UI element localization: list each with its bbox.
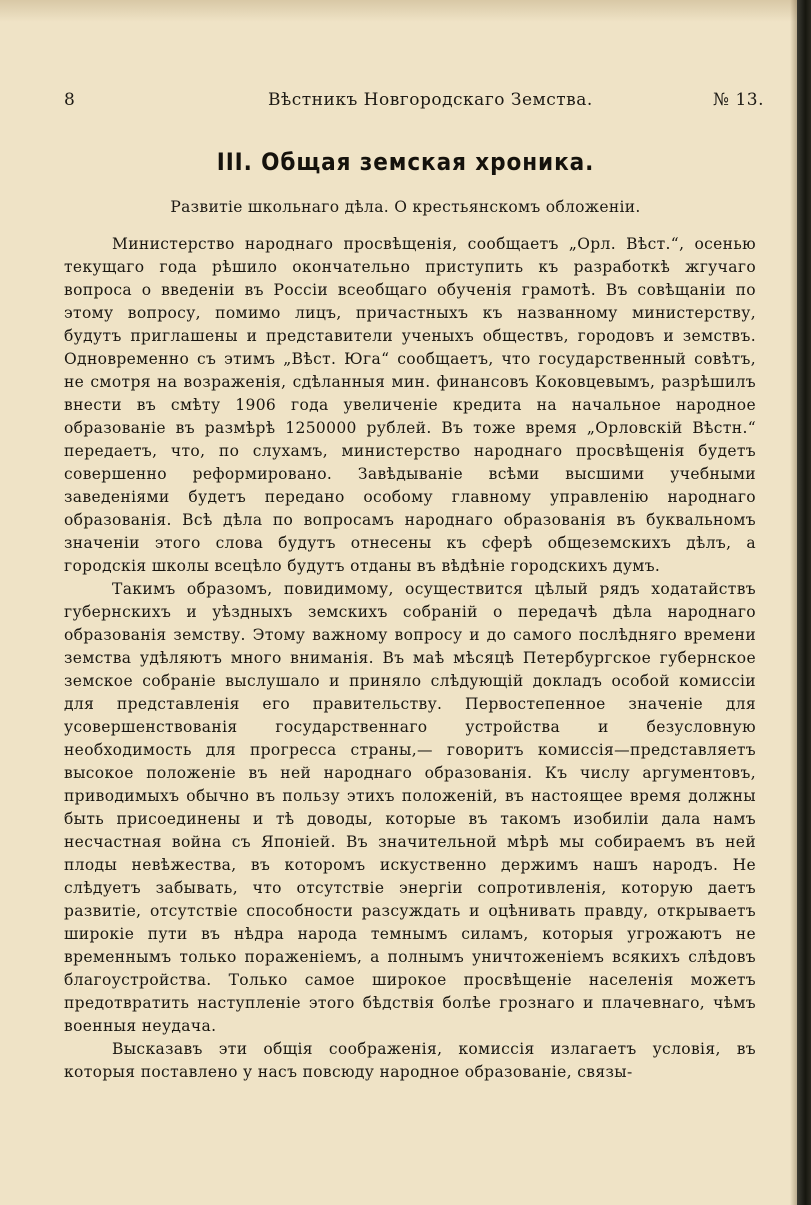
- journal-title: Вѣстникъ Новгородскаго Земства.: [268, 90, 593, 110]
- section-subtitle: Развитіе школьнаго дѣла. О крестьянскомъ обложеніи.: [170, 198, 641, 216]
- binding-shadow: [790, 0, 797, 1205]
- running-header: [64, 90, 764, 116]
- article-body: [64, 233, 756, 1084]
- page-number: 8: [64, 90, 76, 110]
- paragraph: Высказавъ эти общія соображенія, комиссія излагаетъ условія, въ которыя поставлено у насъ повсюду народное образованіе, связы-: [64, 1040, 756, 1081]
- page-top-shadow: [0, 0, 797, 22]
- book-spine: [797, 0, 811, 1205]
- paragraph: Министерство народнаго просвѣщенія, сообщаетъ „Орл. Вѣст.“, осенью текущаго года рѣшило окончательно приступить къ разработкѣ жгучаго вопроса о введеніи въ Россіи всеобщаго обученія грамотѣ. Въ совѣщаніи по этому вопросу, помимо лицъ, причастныхъ къ названному министерству, будутъ приглашены и представители ученыхъ обществъ, городовъ и земствъ. Одновременно съ этимъ „Вѣст. Юга“ сообщаетъ, что государственный совѣтъ, не смотря на возраженія, сдѣланныя мин. финансовъ Коковцевымъ, разрѣшилъ внести въ смѣту 1906 года увеличеніе кредита на начальное народное образованіе въ размѣрѣ 1250000 рублей. Въ тоже время „Орловскій Вѣстн.“ передаетъ, что, по слухамъ, министерство народнаго просвѣщенія будетъ совершенно реформировано. Завѣдываніе всѣми высшими учебными заведеніями будетъ передано особому главному управленію народнаго образованія. Всѣ дѣла по вопросамъ народнаго образованія въ буквальномъ значеніи этого слова будутъ отнесены къ сферѣ общеземскихъ дѣлъ, а городскія школы всецѣло будутъ отданы въ вѣдѣніе городскихъ думъ.: [64, 235, 756, 575]
- section-title: III. Общая земская хроника.: [216, 148, 595, 176]
- paragraph: Такимъ образомъ, повидимому, осуществится цѣлый рядъ ходатайствъ губернскихъ и уѣздныхъ земскихъ собраній о передачѣ дѣла народнаго образованія земству. Этому важному вопросу и до самого послѣдняго времени земства удѣляютъ много вниманія. Въ маѣ мѣсяцѣ Петербургское губернское земское собраніе выслушало и приняло слѣдующій докладъ особой комиссіи для представленія его правительству. Первостепенное значеніе для усовершенствованія государственнаго устройства и безусловную необходимость для прогресса страны,— говоритъ комиссія—представляетъ высокое положеніе въ ней народнаго образованія. Къ числу аргументовъ, приводимыхъ обычно въ пользу этихъ положеній, въ настоящее время должны быть присоединены и тѣ доводы, которые въ такомъ изобиліи дала намъ несчастная война съ Японіей. Въ значительной мѣрѣ мы собираемъ въ ней плоды невѣжества, въ которомъ искуственно держимъ нашъ народъ. Не слѣдуетъ забывать, что отсутствіе энергіи сопротивленія, которую даетъ развитіе, отсутствіе способности разсуждать и оцѣнивать правду, открываетъ широкіе пути въ нѣдра народа темнымъ силамъ, которыя угрожаютъ не временнымъ только пораженіемъ, а полнымъ уничтоженіемъ всякихъ слѣдовъ благоустройства. Только самое широкое просвѣщеніе населенія можетъ предотвратить наступленіе этого бѣдствія болѣе грознаго и плачевнаго, чѣмъ военныя неудача.: [64, 580, 756, 1035]
- issue-number: № 13.: [712, 90, 764, 110]
